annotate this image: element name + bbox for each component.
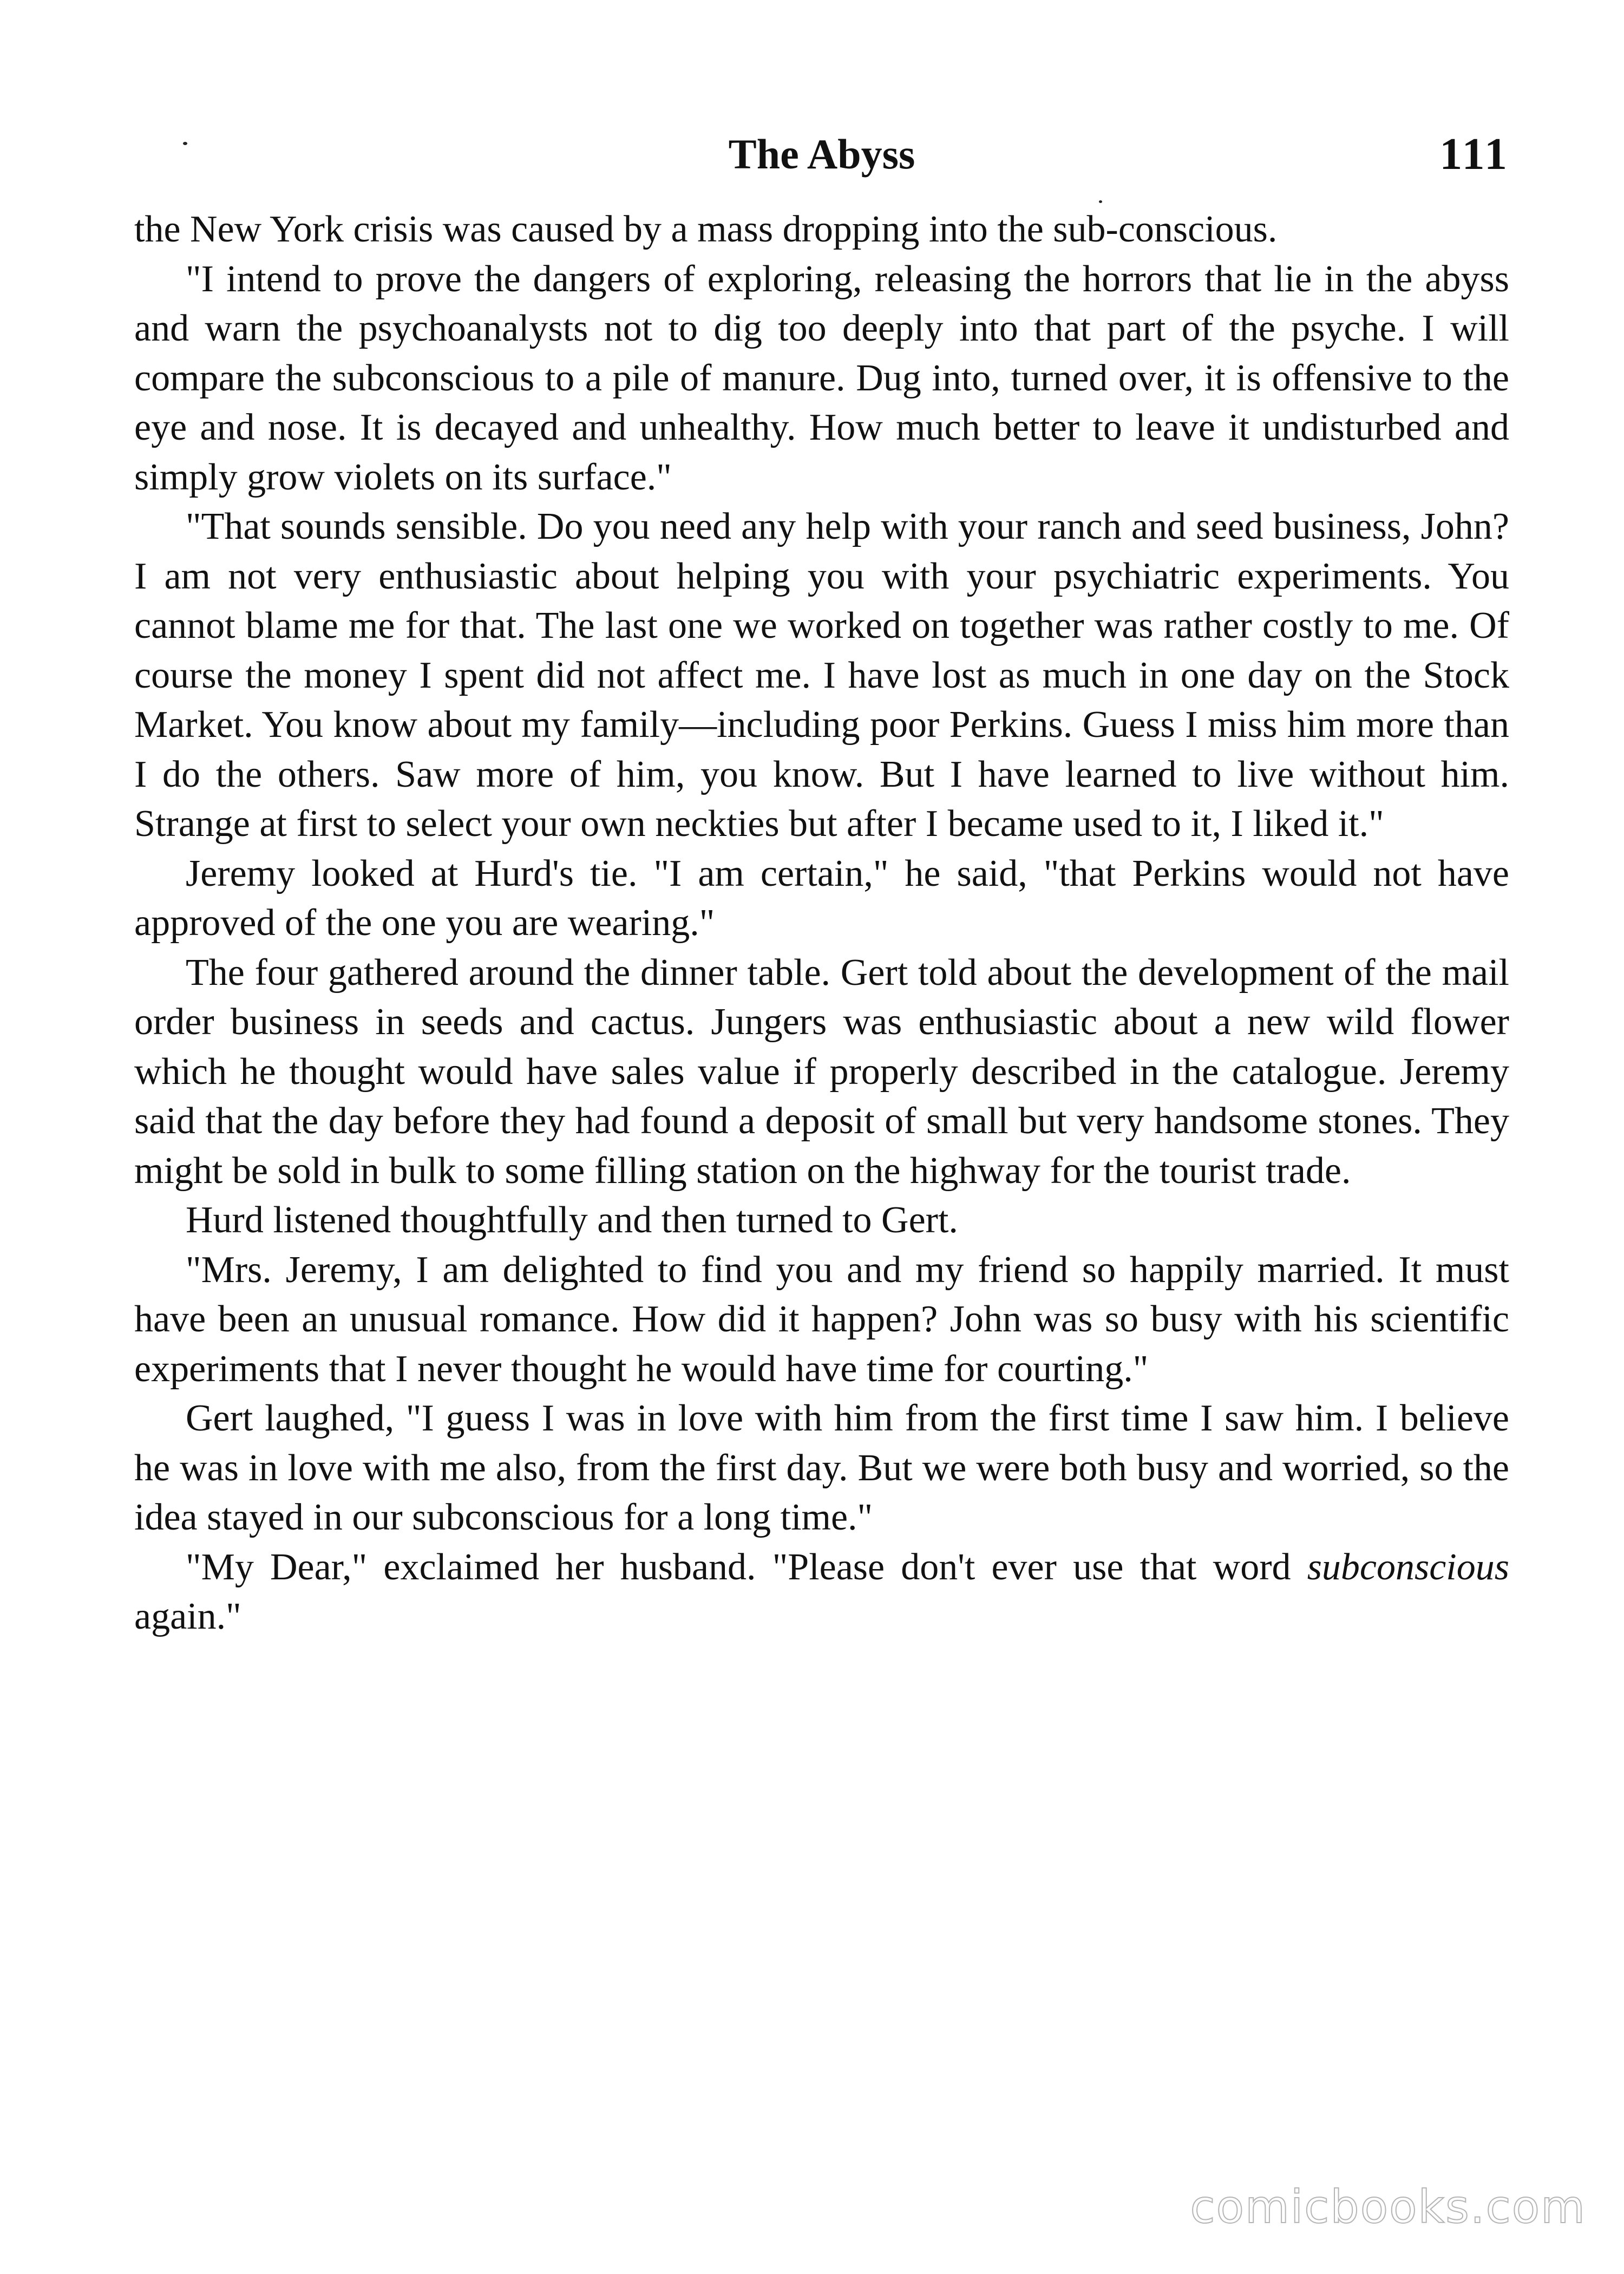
paragraph: Jeremy looked at Hurd's tie. "I am certain," he said, "that Perkins would not have approved of the one you are wearing." xyxy=(134,852,1509,944)
running-head: The Abyss xyxy=(728,130,915,178)
italic-word: subconscious xyxy=(1307,1546,1509,1588)
print-speck xyxy=(1099,200,1102,203)
paragraph: "Mrs. Jeremy, I am delighted to find you and my friend so happily married. It must have been an unusual romance. How did it happen? John was so busy with his scientific experiments that I never thought he would have time for courting." xyxy=(134,1249,1509,1390)
page-header xyxy=(134,119,1509,190)
paragraph-text: "My Dear," exclaimed her husband. "Please don't ever use that word xyxy=(186,1546,1307,1588)
paragraph: Gert laughed, "I guess I was in love with him from the first time I saw him. I believe he was in love with me also, from the first day. But we were both busy and worried, so the idea stayed in our subconscious for a long time." xyxy=(134,1397,1509,1538)
body-text xyxy=(134,205,1509,1642)
paragraph xyxy=(134,1543,1509,1642)
paragraph: "I intend to prove the dangers of exploring, releasing the horrors that lie in the abyss and warn the psychoanalysts not to dig too deeply into that part of the psyche. I will compare the subconscious to a pile of manure. Dug into, turned over, it is offensive to the eye and nose. It is decayed and unhealthy. How much better to leave it undisturbed and simply grow violets on its surface." xyxy=(134,258,1509,498)
watermark: comicbooks.com xyxy=(1190,2180,1586,2233)
paragraph: The four gathered around the dinner table. Gert told about the development of the mail order business in seeds and cactus. Jungers was enthusiastic about a new wild flower which he thought would have sales value if properly described in the catalogue. Jeremy said that the day before they had found a deposit of small but very handsome stones. They might be sold in bulk to some filling station on the highway for the tourist trade. xyxy=(134,951,1509,1192)
paragraph: "That sounds sensible. Do you need any help with your ranch and seed business, John? I am not very enthusiastic about helping you with your psychiatric experiments. You cannot blame me for that. The last one we worked on together was rather costly to me. Of course the money I spent did not affect me. I have lost as much in one day on the Stock Market. You know about my family—including poor Perkins. Guess I miss him more than I do the others. Saw more of him, you know. But I have learned to live without him. Strange at first to select your own neckties but after I became used to it, I liked it." xyxy=(134,506,1509,845)
paragraph-text: again." xyxy=(134,1596,241,1637)
paragraph: the New York crisis was caused by a mass dropping into the sub-conscious. xyxy=(134,208,1278,250)
page-number: 111 xyxy=(1439,129,1509,179)
paragraph: Hurd listened thoughtfully and then turned to Gert. xyxy=(186,1199,958,1241)
